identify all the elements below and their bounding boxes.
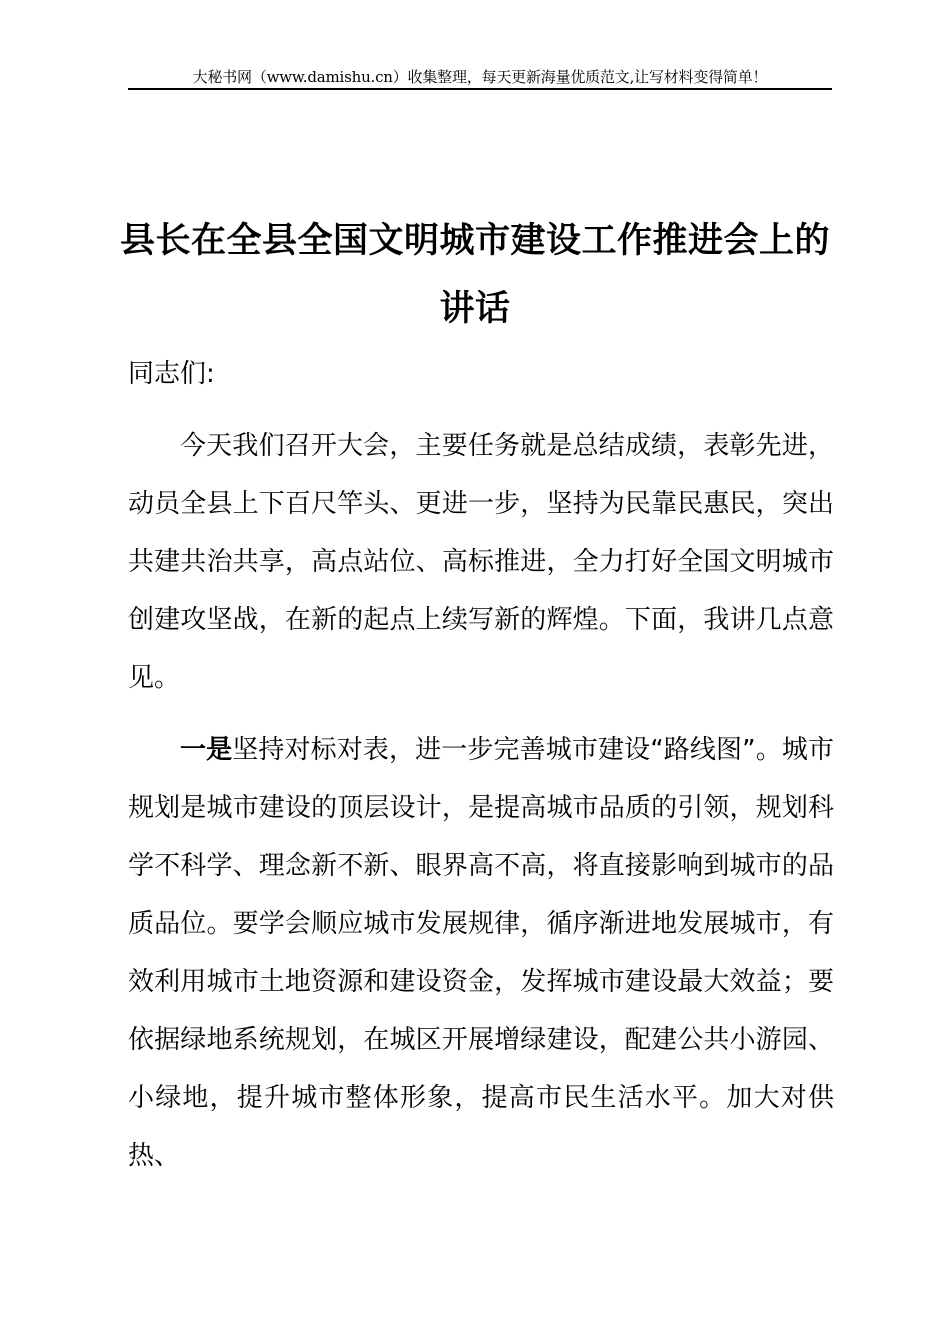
title-line-1: 县长在全县全国文明城市建设工作推进会上的 [119, 221, 830, 261]
document-body [128, 345, 834, 1199]
page-header: 大秘书网（www.damishu.cn）收集整理，每天更新海量优质范文,让写材料变得简单！ [128, 66, 832, 90]
point-body: 坚持对标对表，进一步完善城市建设“路线图”。城市规划是城市建设的顶层设计，是提高城市品质的引领，规划科学不科学、理念新不新、眼界高不高，将直接影响到城市的品质品位。要学会顺应城市发展规律，循序渐进地发展城市，有效利用城市土地资源和建设资金，发挥城市建设最大效益；要依据绿地系统规划，在城区开展增绿建设，配建公共小游园、小绿地，提升城市整体形象，提高市民生活水平。加大对供热、 [128, 735, 834, 1171]
point-lead: 一是 [180, 735, 233, 765]
salutation: 同志们: [128, 359, 215, 389]
document-title [110, 212, 840, 338]
title-line-2: 讲话 [439, 289, 511, 329]
paragraph-point-one [128, 721, 834, 1185]
paragraph-intro: 今天我们召开大会，主要任务就是总结成绩，表彰先进，动员全县上下百尺竿头、更进一步，坚持为民靠民惠民，突出共建共治共享，高点站位、高标推进，全力打好全国文明城市创建攻坚战，在新的起点上续写新的辉煌。下面，我讲几点意见。 [128, 431, 834, 693]
